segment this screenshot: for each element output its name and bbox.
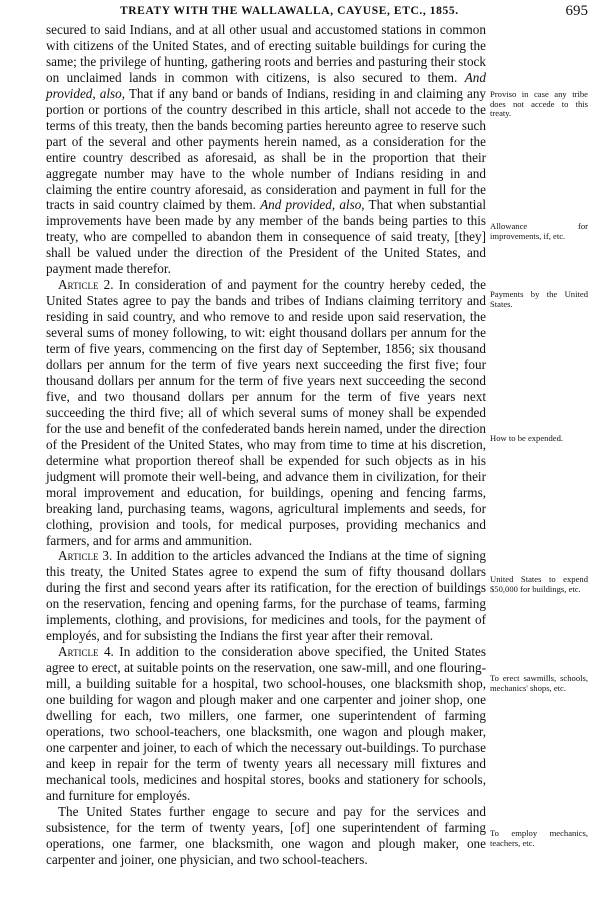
paragraph-employment: The United States further engage to secure and pay for the services and subsistence, for the term of twenty years, [of] one superintendent of farming operations, one farmer, one blacksmith, one wagon and plough maker, one carpenter and joiner, one physician, and two school-teachers. <box>46 803 486 867</box>
margin-note-how-expended: How to be expended. <box>490 433 564 443</box>
paragraph-provisos <box>46 22 486 277</box>
article-4-heading: Article 4. <box>58 644 114 660</box>
article-3-heading: Article 3. <box>58 548 113 564</box>
text-run: secured to said Indians, and at all other usual and accustomed stations in common with citizens of the United States, and of erecting suitable buildings for curing the same; the privilege of hunting, gathering roots and berries and pasturing their stock on unclaimed lands in common with citizens, is also secured to them. <box>46 22 486 85</box>
article-2-text: In consideration of and payment for the country hereby ceded, the United States agree to pay the bands and tribes of Indians claiming territory and residing in said country, and who remove to and reside upon said reservation, the several sums of money following, to wit: eight thousand dollars per annum for the term of five years, commencing on the first day of September, 1856; six thousand dollars per annum for the term of five years next succeeding the first five; four thousand dollars per annum for the term of five years next succeeding the second five, and two thousand dollars per annum for the term of five years next succeeding the third five; all of which several sums of money shall be expended for the use and benefit of the confederated bands herein named, under the direction of the President of the United States, who may from time to time at his discretion, determine what proportion thereof shall be expended for such objects as in his judgment will promote their well-being, and advance them in civilization, for their moral improvement and education, for buildings, opening and fencing farms, breaking land, purchasing teams, wagons, agricultural implements and seeds, for clothing, provision and tools, for medical purposes, providing mechanics and farmers, and for arms and ammunition. <box>46 277 486 548</box>
article-2-heading: Article 2. <box>58 277 114 293</box>
article-4-text: In addition to the consideration above specified, the United States agree to erect, at suitable points on the reservation, one saw-mill, and one flouring-mill, a building suitable for a hospital, two school-houses, one blacksmith shop, one building for wagon and plough maker and one carpenter and joiner shop, one dwelling for each, two millers, one farmer, one superintendent of farming operations, two school-teachers, one blacksmith, one wagon and plough maker, one carpenter and joiner, to each of which the necessary out-buildings. To purchase and keep in repair for the term of twenty years all necessary mill fixtures and mechanical tools, medicines and hospital stores, books and stationery for schools, and furniture for employés. <box>46 644 486 803</box>
paragraph-article-3 <box>46 548 486 644</box>
text-run: That when substantial improvements have been made by any member of the bands being parties to this treaty, who are compelled to abandon them in consequence of said treaty, [they] shall be valued under the direction of the President of the United States, and payment made therefor. <box>46 197 486 277</box>
margin-note-expend-50000: United States to expend $50,000 for buildings, etc. <box>490 574 588 594</box>
italic-proviso: And provided, also, <box>46 69 486 101</box>
paragraph-article-2 <box>46 277 486 548</box>
page-header <box>0 4 600 22</box>
margin-note-employ: To employ mechanics, teachers, etc. <box>490 828 588 848</box>
text-run: That if any band or bands of Indians, residing in and claiming any portion or portions of the country described in this article, shall not accede to the terms of this treaty, then the bands becoming parties hereunto agree to reserve such part of the several and other payments herein named, as a consideration for the entire country described as aforesaid, as shall be in the proportion that their aggregate number may have to the whole number of Indians residing in and claiming the entire country aforesaid, as consideration and payment in full for the tracts in said country claimed by them. <box>46 85 487 213</box>
margin-note-proviso: Proviso in case any tribe does not accede to this treaty. <box>490 89 588 119</box>
page-number: 695 <box>565 3 588 19</box>
running-title: TREATY WITH THE WALLAWALLA, CAYUSE, ETC., 1855. <box>120 5 459 17</box>
margin-note-sawmills: To erect sawmills, schools, mechanics' shops, etc. <box>490 673 588 693</box>
margin-note-payments: Payments by the United States. <box>490 289 588 309</box>
treaty-body-text <box>46 22 486 868</box>
paragraph-article-4 <box>46 644 486 804</box>
article-3-text: In addition to the articles advanced the Indians at the time of signing this treaty, the United States agree to expend the sum of fifty thousand dollars during the first and second years after its ratification, for the erection of buildings on the reservation, fencing and opening farms, for the purchase of teams, farming implements, clothing, and provisions, for medicines and tools, for the payment of employés, and for subsisting the Indians the first year after their removal. <box>46 548 486 644</box>
margin-note-allowance: Allowance for improvements, if, etc. <box>490 221 588 241</box>
italic-proviso: And provided, also, <box>260 197 365 213</box>
